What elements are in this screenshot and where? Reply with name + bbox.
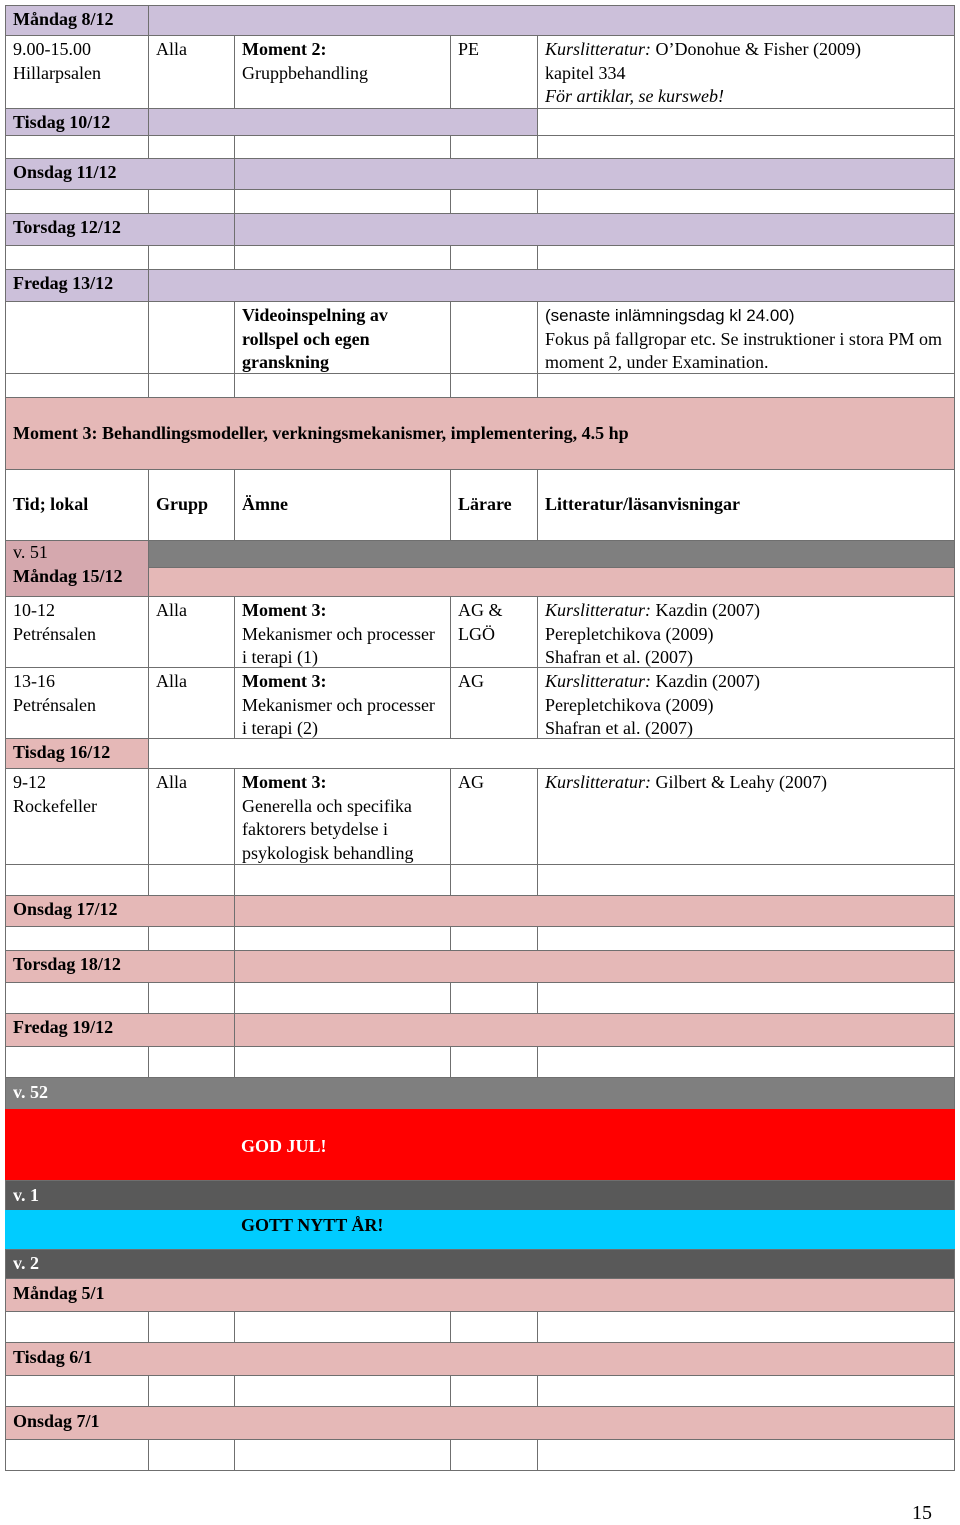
empty-cell (537, 926, 955, 951)
empty-cell (450, 373, 538, 398)
empty-cell (148, 189, 235, 214)
subject-title: Moment 3: (242, 772, 327, 792)
day-header-friday-19-12: Fredag 19/12 (5, 1013, 235, 1047)
empty-cell (5, 189, 149, 214)
empty-cell (537, 1311, 955, 1343)
empty-cell (450, 926, 538, 951)
place-text: Hillarpsalen (13, 62, 101, 83)
literature-text: Kazdin (2007) (651, 600, 760, 620)
empty-cell (537, 1375, 955, 1407)
header-group: Grupp (148, 469, 235, 541)
session-teacher: PE (450, 35, 538, 109)
empty-cell (450, 135, 538, 159)
header-literature: Litteratur/läsanvisningar (537, 469, 955, 541)
session-literature (537, 301, 955, 374)
time-text: 9.00-15.00 (13, 39, 91, 59)
page-number: 15 (912, 1502, 932, 1524)
empty-cell (148, 1311, 235, 1343)
day-header-monday-5-1: Måndag 5/1 (5, 1278, 955, 1312)
session-group: Alla (148, 768, 235, 865)
empty-cell (148, 373, 235, 398)
day-header-tuesday-6-1: Tisdag 6/1 (5, 1342, 955, 1376)
empty-cell (234, 982, 451, 1014)
day-header-fill (234, 213, 955, 246)
session-literature (537, 596, 955, 668)
day-header-fill (234, 1013, 955, 1047)
place-text: Rockefeller (13, 795, 97, 816)
header-subject: Ämne (234, 469, 451, 541)
day-header-fill (234, 950, 955, 983)
empty-cell (148, 1046, 235, 1078)
time-text: 13-16 (13, 671, 55, 691)
empty-cell (5, 982, 149, 1014)
empty-cell (5, 1439, 149, 1471)
day-header-monday-15-12: Måndag 15/12 (13, 565, 123, 586)
header-time: Tid; lokal (5, 469, 149, 541)
week-52-label: v. 52 (5, 1077, 955, 1110)
literature-line3: För artiklar, se kursweb! (545, 86, 724, 106)
day-header-wednesday-17-12: Onsdag 17/12 (5, 895, 235, 927)
empty-cell (5, 373, 149, 398)
empty-cell (234, 1439, 451, 1471)
session-time (5, 35, 149, 109)
empty-cell (537, 189, 955, 214)
session-subject: Videoinspelning av rollspel och egen granskning (234, 301, 451, 374)
literature-label: Kurslitteratur: (545, 600, 652, 620)
empty-cell (234, 1311, 451, 1343)
time-text: 10-12 (13, 600, 55, 620)
session-literature (537, 768, 955, 865)
empty-cell (450, 1046, 538, 1078)
subject-text: Mekanismer och processer i terapi (2) (242, 694, 435, 738)
empty-cell (450, 982, 538, 1014)
empty-cell (5, 301, 149, 374)
empty-cell (5, 245, 149, 270)
empty-cell (234, 1046, 451, 1078)
empty-cell (537, 108, 955, 136)
new-year-greeting: GOTT NYTT ÅR! (241, 1215, 384, 1235)
literature-line2: kapitel 334 (545, 62, 626, 83)
literature-line2: Perepletchikova (2009) (545, 623, 714, 644)
empty-cell (148, 926, 235, 951)
week-bar (148, 540, 955, 568)
empty-cell (5, 1046, 149, 1078)
day-header-fill (234, 895, 955, 927)
empty-cell (234, 245, 451, 270)
place-text: Petrénsalen (13, 623, 96, 644)
empty-cell (234, 189, 451, 214)
literature-label: Kurslitteratur: (545, 39, 652, 59)
session-time (5, 596, 149, 668)
session-teacher: AG (450, 667, 538, 739)
session-teacher: AG & LGÖ (450, 596, 538, 668)
empty-cell (148, 301, 235, 374)
empty-cell (234, 1375, 451, 1407)
empty-cell (537, 135, 955, 159)
day-header-fill (148, 567, 955, 597)
empty-cell (234, 926, 451, 951)
session-teacher: AG (450, 768, 538, 865)
day-header-fill (148, 108, 538, 136)
empty-cell (537, 1046, 955, 1078)
christmas-greeting: GOD JUL! (241, 1136, 327, 1156)
day-header-fill (234, 158, 955, 190)
empty-cell (537, 982, 955, 1014)
empty-cell (234, 864, 451, 896)
day-header-wednesday-7-1: Onsdag 7/1 (5, 1406, 955, 1440)
literature-text: O’Donohue & Fisher (2009) (651, 39, 861, 59)
deadline-note: (senaste inlämningsdag kl 24.00) (545, 306, 795, 325)
empty-cell (450, 1375, 538, 1407)
empty-cell (148, 135, 235, 159)
session-literature (537, 35, 955, 109)
empty-cell (148, 1375, 235, 1407)
empty-cell (234, 373, 451, 398)
subject-text: Generella och specifika faktorers betydelse i psykologisk behandling (242, 795, 414, 863)
empty-cell (234, 135, 451, 159)
empty-cell (5, 135, 149, 159)
empty-cell (148, 245, 235, 270)
day-header-thursday-18-12: Torsdag 18/12 (5, 950, 235, 983)
empty-cell (148, 982, 235, 1014)
empty-cell (450, 1439, 538, 1471)
empty-cell (5, 926, 149, 951)
subject-title: Moment 3: (242, 671, 327, 691)
empty-cell (5, 1375, 149, 1407)
empty-cell (450, 189, 538, 214)
day-header-monday-8-12: Måndag 8/12 (5, 5, 149, 36)
literature-text: Kazdin (2007) (651, 671, 760, 691)
session-subject (234, 768, 451, 865)
day-header-fill (148, 5, 955, 36)
session-literature (537, 667, 955, 739)
place-text: Petrénsalen (13, 694, 96, 715)
subject-text: Mekanismer och processer i terapi (1) (242, 623, 435, 667)
literature-line2: Perepletchikova (2009) (545, 694, 714, 715)
header-teacher: Lärare (450, 469, 538, 541)
subject-title: Moment 3: (242, 600, 327, 620)
focus-note: Fokus på fallgropar etc. Se instruktioner i stora PM om moment 2, under Examination. (545, 328, 942, 372)
subject-text: Gruppbehandling (242, 62, 368, 83)
week-label: v. 51 (13, 542, 48, 562)
day-header-friday-13-12: Fredag 13/12 (5, 269, 149, 302)
empty-cell (450, 245, 538, 270)
week-2-label: v. 2 (5, 1249, 955, 1279)
session-group: Alla (148, 35, 235, 109)
empty-cell (148, 1439, 235, 1471)
empty-cell (5, 864, 149, 896)
moment3-title: Moment 3: Behandlingsmodeller, verkningsmekanismer, implementering, 4.5 hp (5, 397, 955, 470)
day-header-wednesday-11-12: Onsdag 11/12 (5, 158, 235, 190)
session-subject (234, 667, 451, 739)
empty-cell (537, 245, 955, 270)
session-time (5, 768, 149, 865)
day-header-fill (148, 269, 955, 302)
session-subject (234, 596, 451, 668)
literature-label: Kurslitteratur: (545, 772, 652, 792)
literature-text: Gilbert & Leahy (2007) (651, 772, 827, 792)
day-header-tuesday-10-12: Tisdag 10/12 (5, 108, 149, 136)
session-subject (234, 35, 451, 109)
day-header-thursday-12-12: Torsdag 12/12 (5, 213, 235, 246)
session-time (5, 667, 149, 739)
empty-cell (148, 738, 955, 769)
day-header-tuesday-16-12: Tisdag 16/12 (5, 738, 149, 769)
empty-cell (450, 1311, 538, 1343)
empty-cell (5, 1311, 149, 1343)
subject-title: Moment 2: (242, 39, 327, 59)
empty-cell (148, 864, 235, 896)
week-51-day-cell (5, 540, 149, 597)
empty-cell (537, 1439, 955, 1471)
empty-cell (537, 864, 955, 896)
literature-line3: Shafran et al. (2007) (545, 718, 693, 738)
literature-line3: Shafran et al. (2007) (545, 647, 693, 667)
empty-cell (537, 373, 955, 398)
literature-label: Kurslitteratur: (545, 671, 652, 691)
time-text: 9-12 (13, 772, 46, 792)
session-group: Alla (148, 596, 235, 668)
week-1-label: v. 1 (5, 1180, 955, 1211)
empty-cell (450, 864, 538, 896)
empty-cell (450, 301, 538, 374)
session-group: Alla (148, 667, 235, 739)
